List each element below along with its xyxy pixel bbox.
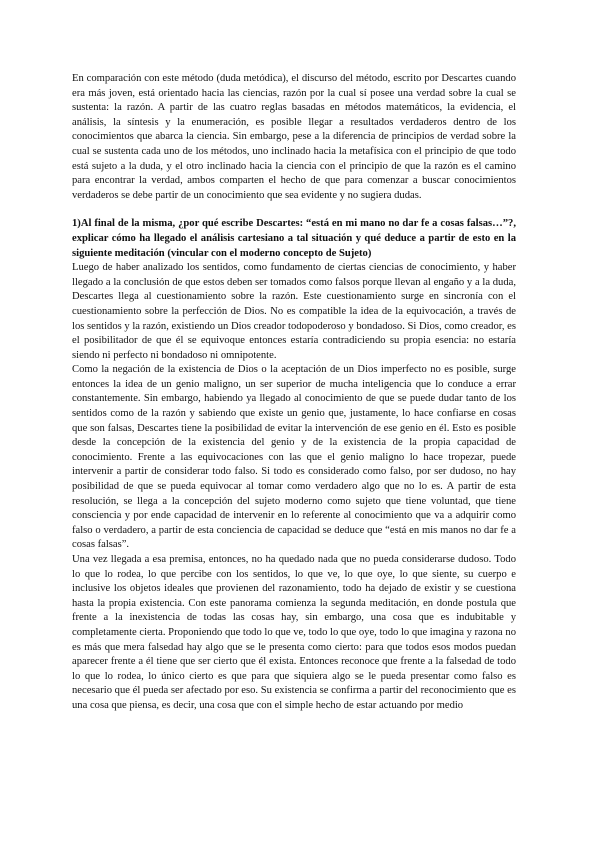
answer-paragraph-second-meditation: Una vez llegada a esa premisa, entonces, no ha quedado nada que no pueda considerarse dudoso. Todo lo que lo rodea, lo que percibe con los sentidos, lo que ve, lo que oye, lo que siente, su cuerpo e inclusive los objetos ideales que provienen del razonamiento, todo ha dejado de existir y se cuestiona hasta la propia existencia. Con este panorama comienza la segunda meditación, en donde postula que frente a la inexistencia de todas las cosas hay, sin embargo, una cosa que es indubitable y completamente cierta. Proponiendo que todo lo que ve, todo lo que oye, todo lo que imagina y razona no es más que mera falsedad hay algo que se le presenta como cierto: para que todos esos modos puedan aparecer frente a él tiene que ser cierto que él exista. Entonces reconoce que frente a la falsedad de todo lo que lo rodea, lo único cierto es que para que siquiera algo se le pueda presentar como falso es necesario que él pueda ser afectado por eso. Su existencia se confirma a partir del reconocimiento que es una cosa que piensa, es decir, una cosa que con el simple hecho de estar actuando por medio <box>72 554 516 711</box>
answer-paragraph-senses: Luego de haber analizado los sentidos, como fundamento de ciertas ciencias de conocimiento, y haber llegado a la conclusión de que estos deben ser tomados como falsos porque llevan al engaño y a la duda, Descartes llega al cuestionamiento sobre la razón. Este cuestionamiento surge en sincronía con el cuestionamiento sobre la perfección de Dios. No es compatible la idea de la equivocación, a través de los sentidos y la razón, existiendo un Dios creador todopoderoso y bondadoso. Si Dios, como creador, es el posibilitador de que él se equivoque entonces estaría contradiciendo su propia esencia: no estaría siendo ni perfecto ni bondadoso ni omnipotente. <box>72 262 516 361</box>
paragraph-spacer <box>72 203 516 217</box>
answer-paragraph-evil-genius: Como la negación de la existencia de Dios o la aceptación de un Dios imperfecto no es posible, surge entonces la idea de un genio maligno, un ser superior de mucha inteligencia que lo conduce a errar constantemente. Sin embargo, habiendo ya llegado al conocimiento de que se puede dudar tanto de los sentidos como de la razón y sabiendo que existe un genio que, justamente, lo hace confiarse en cosas que son falsas, Descartes tiene la posibilidad de evitar la intervención de ese genio en él. Esto es posible desde la concepción de la existencia del genio y de la existencia de la propia capacidad de conocimiento. Frente a las equivocaciones con las que el genio maligno lo hace tropezar, puede intervenir a partir de considerar todo falso. Si todo es considerado como falso, por ser dudoso, no hay posibilidad de que se pueda equivocar al tomar como verdadero algo que no lo es. A partir de esta resolución, se llega a la concepción del sujeto moderno como sujeto que tiene voluntad, que tiene consciencia y por ende capacidad de intervenir en lo referente al conocimiento que va a adquirir como falso o verdadero, a partir de esta conciencia de capacidad se deduce que “está en mis manos no dar fe a cosas falsas”. <box>72 364 516 551</box>
question-heading: 1)Al final de la misma, ¿por qué escribe Descartes: “está en mi mano no dar fe a cosas falsas…”?, explicar cómo ha llegado el análisis cartesiano a tal situación y qué deduce a partir de esto en la siguiente meditación (vincular con el moderno concepto de Sujeto) <box>72 218 516 259</box>
document-page <box>72 72 516 714</box>
intro-paragraph: En comparación con este método (duda metódica), el discurso del método, escrito por Descartes cuando era más joven, está orientado hacia las ciencias, razón por la cual sí posee una verdad sobre la cual se sustenta: la razón. A partir de las cuatro reglas basadas en métodos matemáticos, la evidencia, el análisis, la síntesis y la enumeración, es posible llegar a resultados verdaderos dentro de los conocimientos que abarca la ciencia. Sin embargo, pese a la diferencia de principios de verdad sobre la cual se sustenta cada uno de los métodos, uno inclinado hacia la metafísica con el principio de que todo está sujeto a la duda, y el otro inclinado hacia la ciencia con el principio de que la razón es el camino para encontrar la verdad, ambos comparten el hecho de que para comenzar a buscar conocimientos verdaderos se debe partir de un conocimiento que sea evidente y no sugiera dudas. <box>72 73 516 201</box>
